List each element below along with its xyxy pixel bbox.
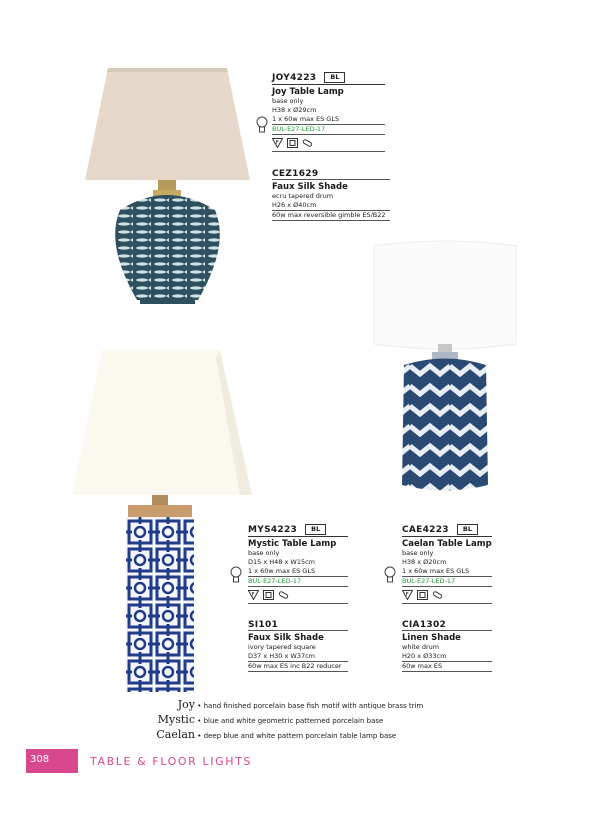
caption-name: Mystic bbox=[157, 713, 195, 726]
finish-badge: BL bbox=[457, 524, 478, 535]
energy-saver-icon bbox=[432, 590, 443, 600]
shade-name: Linen Shade bbox=[402, 633, 461, 643]
section-title: TABLE & FLOOR LIGHTS bbox=[90, 755, 252, 768]
product-code: MYS4223 bbox=[248, 524, 298, 535]
class-2-icon bbox=[417, 590, 428, 600]
led-bulb-code: BUL-E27-LED-17 bbox=[248, 577, 348, 587]
product-code-row bbox=[402, 524, 492, 537]
product-caelan bbox=[402, 524, 492, 604]
spec-line: base only bbox=[402, 549, 434, 557]
led-bulb-code: BUL-E27-LED-17 bbox=[402, 577, 492, 587]
caption-text: • deep blue and white pattern porcelain table lamp base bbox=[197, 732, 397, 740]
spec-line: 1 x 60w max ES GLS bbox=[402, 567, 492, 577]
svg-text:F: F bbox=[405, 592, 409, 598]
joy-lamp-image bbox=[80, 60, 255, 320]
f-rating-icon bbox=[402, 590, 413, 600]
mystic-lamp-image bbox=[70, 350, 255, 695]
svg-text:F: F bbox=[275, 140, 279, 146]
finish-badge: BL bbox=[305, 524, 326, 535]
spec-line: 60w max reversible gimble ES/B22 bbox=[272, 211, 390, 221]
spec-line: ivory tapered square bbox=[248, 643, 316, 651]
spec-line: H38 x Ø20cm bbox=[402, 558, 447, 566]
shade-cez1629 bbox=[272, 169, 390, 221]
feature-icons bbox=[248, 590, 348, 604]
bulb-icon bbox=[256, 116, 268, 134]
caelan-lamp-image bbox=[370, 240, 520, 495]
spec-line: 1 x 60w max ES GLS bbox=[248, 567, 348, 577]
spec-line: white drum bbox=[402, 643, 440, 651]
caption-text: • blue and white geometric patterned porcelain base bbox=[197, 717, 384, 725]
caption-mystic bbox=[0, 713, 600, 726]
caption-joy bbox=[0, 698, 600, 711]
spec-line: base only bbox=[248, 549, 280, 557]
product-joy bbox=[272, 72, 385, 152]
bulb-icon bbox=[384, 566, 396, 584]
product-name: Mystic Table Lamp bbox=[248, 539, 337, 549]
product-code: JOY4223 bbox=[272, 72, 317, 83]
spec-line: 60w max ES bbox=[402, 662, 492, 672]
led-bulb-code: BUL-E27-LED-17 bbox=[272, 125, 385, 135]
feature-icons bbox=[402, 590, 492, 604]
product-name: Caelan Table Lamp bbox=[402, 539, 492, 549]
product-code: CAE4223 bbox=[402, 524, 449, 535]
spec-line: 60w max ES inc B22 reducer bbox=[248, 662, 348, 672]
spec-line: D15 x H48 x W15cm bbox=[248, 558, 315, 566]
product-name: Joy Table Lamp bbox=[272, 87, 344, 97]
shade-code: SI101 bbox=[248, 620, 348, 631]
page-number: 308 bbox=[30, 754, 50, 765]
finish-badge: BL bbox=[324, 72, 345, 83]
product-code-row bbox=[272, 72, 385, 85]
spec-line: H38 x Ø29cm bbox=[272, 106, 317, 114]
caption-text: • hand finished porcelain base fish motif with antique brass trim bbox=[197, 702, 424, 710]
shade-code: CIA1302 bbox=[402, 620, 492, 631]
energy-saver-icon bbox=[278, 590, 289, 600]
caption-name: Joy bbox=[177, 698, 195, 711]
spec-line: ecru tapered drum bbox=[272, 192, 334, 200]
shade-name: Faux Silk Shade bbox=[272, 182, 348, 192]
class-2-icon bbox=[263, 590, 274, 600]
product-code-row bbox=[248, 524, 348, 537]
spec-line: base only bbox=[272, 97, 304, 105]
shade-si101 bbox=[248, 620, 348, 672]
svg-text:F: F bbox=[251, 592, 255, 598]
spec-line: 1 x 60w max ES GLS bbox=[272, 115, 385, 125]
spec-line: D37 x H30 x W37cm bbox=[248, 652, 348, 662]
bulb-icon bbox=[230, 566, 242, 584]
spec-line: H20 x Ø33cm bbox=[402, 652, 492, 662]
caption-caelan bbox=[0, 728, 600, 741]
class-2-icon bbox=[287, 138, 298, 148]
shade-cia1302 bbox=[402, 620, 492, 672]
f-rating-icon bbox=[272, 138, 283, 148]
product-mystic bbox=[248, 524, 348, 604]
caption-name: Caelan bbox=[156, 728, 195, 741]
energy-saver-icon bbox=[302, 138, 313, 148]
f-rating-icon bbox=[248, 590, 259, 600]
shade-name: Faux Silk Shade bbox=[248, 633, 324, 643]
shade-code: CEZ1629 bbox=[272, 169, 390, 180]
spec-line: H26 x Ø40cm bbox=[272, 201, 390, 211]
feature-icons bbox=[272, 138, 385, 152]
